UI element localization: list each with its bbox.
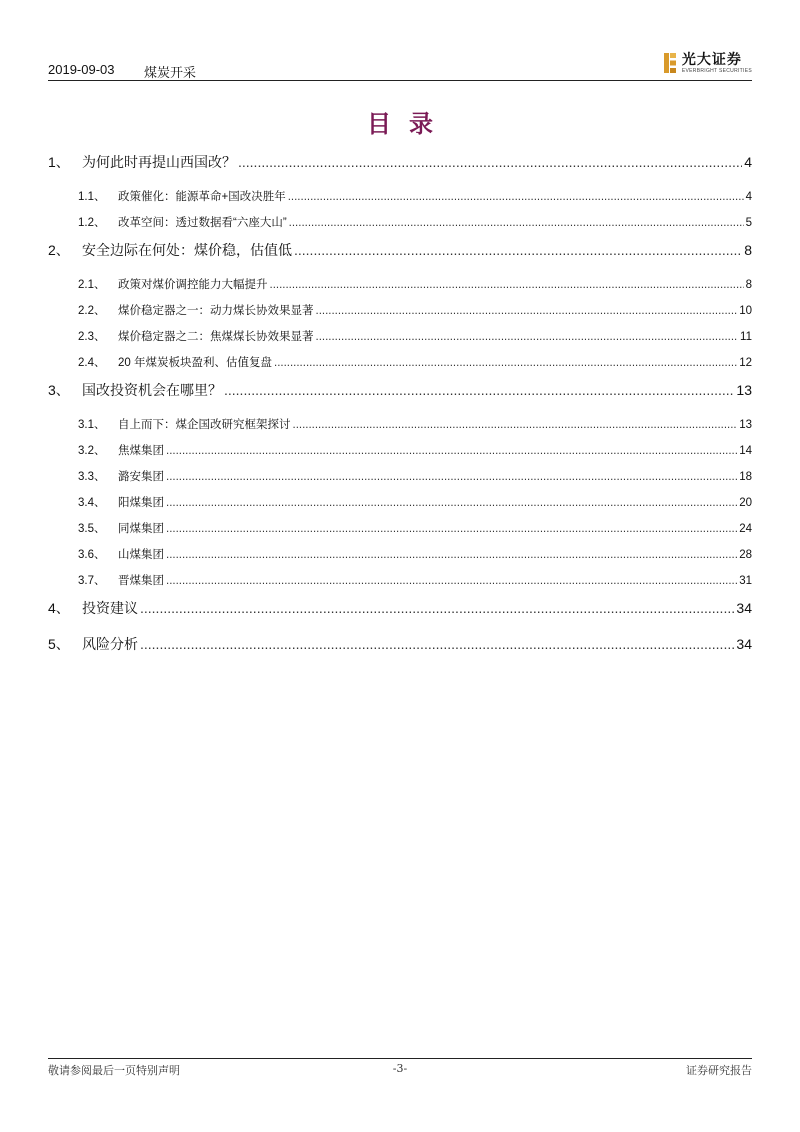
toc-entry-2-1[interactable]	[48, 276, 752, 302]
toc-title: 改革空间：透过数据看“六座大山”	[118, 217, 287, 229]
toc-entry-1-1[interactable]	[48, 188, 752, 214]
toc-number: 4、	[48, 600, 70, 616]
company-logo	[663, 50, 752, 76]
toc-number: 2.2、	[78, 305, 106, 317]
toc-title: 投资建议	[82, 600, 138, 616]
toc-page: 28	[739, 549, 752, 561]
toc-leader	[140, 636, 734, 652]
toc-number: 3.3、	[78, 471, 106, 483]
toc-page: 8	[744, 242, 752, 258]
toc-title: 晋煤集团	[118, 575, 164, 587]
toc-number: 1.1、	[78, 191, 106, 203]
toc-number: 1、	[48, 154, 70, 170]
toc-title: 山煤集团	[118, 549, 164, 561]
toc-leader	[274, 357, 737, 369]
toc-entry-3-1[interactable]	[48, 416, 752, 442]
report-type: 证券研究报告	[686, 1064, 752, 1077]
toc-entry-3-2[interactable]	[48, 442, 752, 468]
toc-title: 20 年煤炭板块盈利、估值复盘	[118, 357, 272, 369]
toc-page: 8	[745, 279, 752, 291]
disclaimer-note: 敬请参阅最后一页特别声明	[48, 1064, 180, 1077]
toc-entry-3-7[interactable]	[48, 572, 752, 598]
report-date: 2019-09-03	[48, 62, 115, 77]
toc-entry-5[interactable]	[48, 634, 752, 670]
toc-page: 4	[744, 154, 752, 170]
header-divider	[48, 80, 752, 81]
toc-leader	[166, 575, 737, 587]
toc-page: 12	[739, 357, 752, 369]
toc-number: 2.4、	[78, 357, 106, 369]
toc-title: 国改投资机会在哪里？	[82, 382, 222, 398]
toc-entry-3-4[interactable]	[48, 494, 752, 520]
toc-entry-2-4[interactable]	[48, 354, 752, 380]
toc-title: 煤价稳定器之一：动力煤长协效果显著	[118, 305, 314, 317]
toc-number: 1.2、	[78, 217, 106, 229]
toc-entry-2-3[interactable]	[48, 328, 752, 354]
toc-number: 3.6、	[78, 549, 106, 561]
toc-title: 为何此时再提山西国改？	[82, 154, 236, 170]
toc-number: 3.1、	[78, 419, 106, 431]
toc-page: 13	[739, 419, 752, 431]
toc-number: 5、	[48, 636, 70, 652]
footer-divider	[48, 1058, 752, 1059]
toc-title: 焦煤集团	[118, 445, 164, 457]
logo-chinese-name: 光大证券	[681, 51, 742, 68]
toc-leader	[316, 331, 739, 343]
toc-leader	[270, 279, 744, 291]
toc-entry-2-2[interactable]	[48, 302, 752, 328]
toc-title: 自上而下：煤企国改研究框架探讨	[118, 419, 291, 431]
toc-leader	[140, 600, 734, 616]
toc-leader	[166, 445, 737, 457]
toc-number: 3.7、	[78, 575, 106, 587]
toc-number: 3.4、	[78, 497, 106, 509]
toc-leader	[166, 497, 737, 509]
everbright-logo-icon	[663, 52, 677, 74]
toc-entry-3-6[interactable]	[48, 546, 752, 572]
toc-number: 2.3、	[78, 331, 106, 343]
toc-leader	[288, 191, 744, 203]
toc-page: 4	[745, 191, 752, 203]
toc-entry-3-5[interactable]	[48, 520, 752, 546]
toc-leader	[316, 305, 738, 317]
page-number: -3-	[392, 1062, 408, 1075]
toc-leader	[289, 217, 744, 229]
toc-entry-3-3[interactable]	[48, 468, 752, 494]
toc-title: 安全边际在何处：煤价稳，估值低	[82, 242, 292, 258]
toc-leader	[294, 242, 742, 258]
toc-number: 2、	[48, 242, 70, 258]
toc-number: 2.1、	[78, 279, 106, 291]
toc-page: 31	[739, 575, 752, 587]
toc-number: 3.2、	[78, 445, 106, 457]
toc-title: 政策对煤价调控能力大幅提升	[118, 279, 268, 291]
toc-page: 34	[736, 600, 752, 616]
toc-page: 20	[739, 497, 752, 509]
report-sector: 煤炭开采	[144, 65, 197, 80]
logo-english-name: EVERBRIGHT SECURITIES	[681, 67, 752, 74]
toc-page: 10	[739, 305, 752, 317]
toc-entry-1-2[interactable]	[48, 214, 752, 240]
toc-page: 18	[739, 471, 752, 483]
toc-leader	[166, 523, 737, 535]
toc-page: 34	[736, 636, 752, 652]
toc-page: 14	[739, 445, 752, 457]
toc-title: 潞安集团	[118, 471, 164, 483]
page-header	[48, 46, 752, 80]
toc-leader	[293, 419, 738, 431]
toc-title: 政策催化：能源革命+国改决胜年	[118, 191, 286, 203]
toc-number: 3.5、	[78, 523, 106, 535]
table-of-contents	[48, 152, 752, 670]
toc-title: 煤价稳定器之二：焦煤煤长协效果显著	[118, 331, 314, 343]
toc-leader	[166, 549, 737, 561]
toc-leader	[224, 382, 734, 398]
toc-number: 3、	[48, 382, 70, 398]
toc-entry-2[interactable]	[48, 240, 752, 276]
toc-title: 阳煤集团	[118, 497, 164, 509]
toc-entry-3[interactable]	[48, 380, 752, 416]
toc-leader	[166, 471, 737, 483]
toc-entry-4[interactable]	[48, 598, 752, 634]
toc-entry-1[interactable]	[48, 152, 752, 188]
toc-page: 24	[739, 523, 752, 535]
page-title: 目录	[367, 111, 451, 138]
toc-page: 13	[736, 382, 752, 398]
toc-page: 11	[740, 331, 752, 343]
toc-title: 风险分析	[82, 636, 138, 652]
toc-page: 5	[745, 217, 752, 229]
toc-leader	[238, 154, 742, 170]
toc-title: 同煤集团	[118, 523, 164, 535]
